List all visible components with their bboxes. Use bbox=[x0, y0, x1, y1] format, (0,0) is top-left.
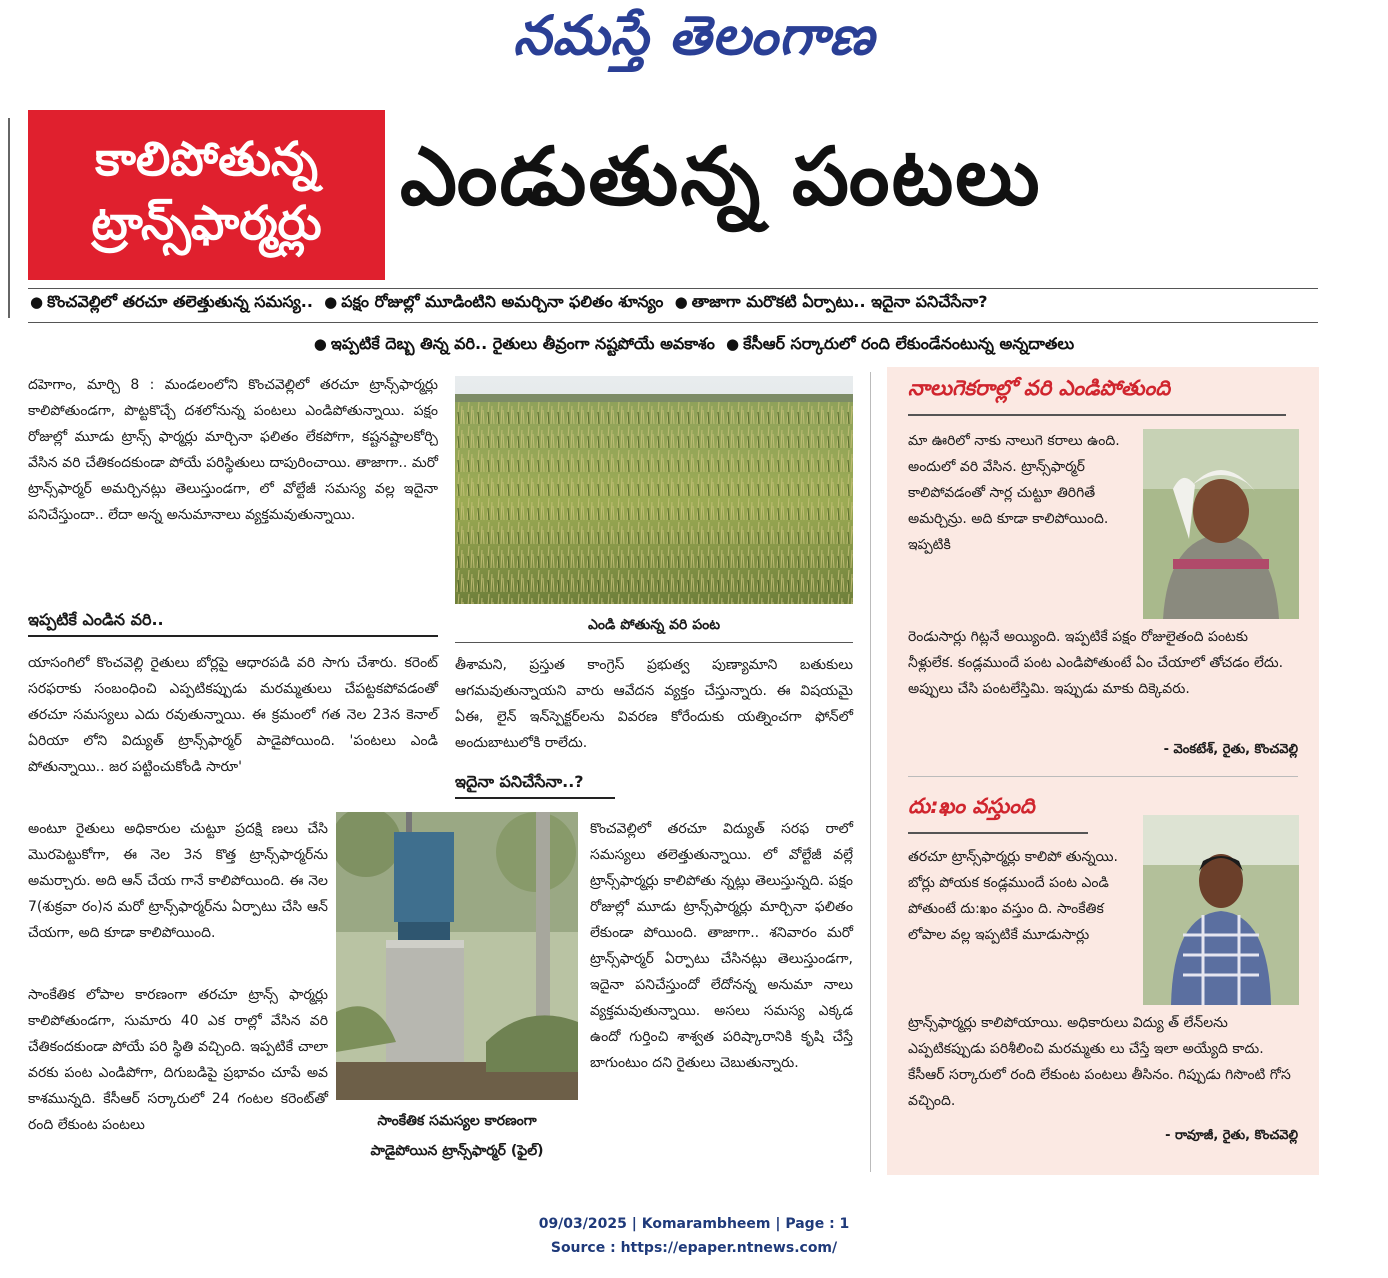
section-rule bbox=[455, 797, 615, 799]
quote2-paragraph-b: ట్రాన్స్‌ఫార్మర్లు కాలిపోయాయి. అధికారులు విద్యు త్ లేన్‌లను ఎప్పటికప్పుడు పరిశీలించి మరమ్మతు లు చేస్తే ఇలా అయ్యేది కాదు. కేసీఆర్ సర్కారులో రంది లేకుంట పంటలు తీసినం. గిప్పుడు గిసొంటి గోస వచ్చింది. bbox=[908, 1015, 1291, 1109]
quote2-signature: - రావూజీ, రైతు, కొంచవెల్లి bbox=[1165, 1128, 1298, 1143]
section1-paragraph-b: అంటూ రైతులు అధికారుల చుట్టూ ప్రదక్షి ణలు చేసి మొరపెట్టుకోగా, ఈ నెల 3న కొత్త ట్రాన్స్‌ఫార్మర్‌ను అమర్చారు. అది ఆన్ చేయ గానే కాలిపోయింది. ఈ నెల 7(శుక్రవా రం)న మరో ట్రాన్స్‌ఫార్మర్‌ను ఏర్పాటు చేసి ఆన్ చేయగా, అది కూడా కాలిపోయింది. bbox=[28, 821, 328, 941]
transformer-caption-line-2: పాడైపోయిన ట్రాన్స్‌ఫార్మర్ (ఫైల్) bbox=[370, 1143, 544, 1159]
section-heading-will-it-work: ఇదైనా పనిచేసేనా..? bbox=[455, 772, 584, 791]
bullet-icon: ● bbox=[726, 335, 740, 353]
subhead-mid-rule bbox=[28, 322, 1318, 323]
section1-paragraph-c: సాంకేతిక లోపాల కారణంగా తరచూ ట్రాన్స్ ఫార్మర్లు కాలిపోతుండగా, సుమారు 40 ఎక రాల్లో వేసిన వరి చేతికందకుండా పోయే పరి స్థితి వచ్చింది. ఇప్పటికే చాలా వరకు పంట ఎండిపోగా, దిగుబడిపై ప్రభావం చూపే అవ కాశమున్నది. కేసీఆర్ సర్కారులో 24 గంటల కరెంట్‌తో రంది లేకుంట పంటలు bbox=[28, 987, 328, 1133]
quote1-signature: - వెంకటేశ్, రైతు, కొంచవెల్లి bbox=[1163, 742, 1298, 757]
main-headline: ఎండుతున్న పంటలు bbox=[400, 130, 1042, 223]
farmer-venkatesh-photo bbox=[1143, 429, 1299, 619]
footer-edition-info: 09/03/2025 | Komarambheem | Page : 1 bbox=[538, 1216, 850, 1232]
transformer-photo bbox=[336, 812, 578, 1100]
bullet-icon: ● bbox=[324, 293, 338, 311]
subhead-top-rule bbox=[28, 288, 1318, 289]
quote1-paragraph-b: రెండుసార్లు గిట్లనే అయ్యింది. ఇప్పటికే పక్షం రోజులైతంది పంటకు నీళ్లులేక. కండ్లముందే పంట ఎండిపోతుంటే ఏం చేయాలో తోచడం లేదు. అప్పులు చేసి పంటలేస్తిమి. ఇప్పుడు మాకు దిక్కెవరు. bbox=[908, 629, 1284, 697]
quote1-paragraph-a: మా ఊరిలో నాకు నాలుగె కరాలు ఉంది. అందులో వరి వేసిన. ట్రాన్స్‌ఫార్మర్ కాలిపోవడంతో సార్ల చుట్టూ తిరిగితే అమర్చిన్రు. అది కూడా కాలిపోయింది. ఇప్పటికి bbox=[908, 433, 1120, 553]
intro-paragraph: దహెగాం, మార్చి 8 : మండలంలోని కొంచవెల్లిలో తరచూ ట్రాన్స్‌ఫార్మర్లు కాలిపోతుండగా, పొట్టకొచ్చే దశలోనున్న పంటలు ఎండిపోతున్నాయి. పక్షం రోజుల్లో మూడు ట్రాన్స్ ఫార్మర్లు మార్చినా ఫలితం లేకపోగా, కష్టనష్టాలకోర్చి వేసిన వరి చేతికందకుండా పోయే పరిస్థితులు దాపురించాయి. తాజాగా.. మరో ట్రాన్స్‌ఫార్మర్ అమర్చినట్లు తెలుస్తుండగా, లో వోల్టేజీ సమస్య వల్ల ఇదైనా పనిచేస్తుందా.. లేదా అన్న అనుమానాలు వ్యక్తమవుతున్నాయి. bbox=[28, 377, 438, 523]
bullet-icon: ● bbox=[674, 293, 688, 311]
quote2-heading: దు:ఖం వస్తుంది bbox=[908, 794, 1035, 818]
section1-paragraph-a: యాసంగిలో కొంచవెల్లి రైతులు బోర్లపై ఆధారపడి వరి సాగు చేశారు. కరెంట్ సరఫరాకు సంబంధించి ఎప్పటికప్పుడు మరమ్మతులు చేపట్టకపోవడంతో తరచూ సమస్యలు ఎదు రవుతున్నాయి. ఈ క్రమంలో గత నెల 23న కెనాల్ ఏరియా లోని విద్యుత్ ట్రాన్స్‌ఫార్మర్ పాడైపోయింది. 'పంటలు ఎండి పోతున్నాయి.. జర పట్టించుకోండి సారూ' bbox=[28, 655, 438, 775]
subhead-row-2 bbox=[0, 334, 1388, 357]
paddy-field-photo bbox=[455, 376, 853, 604]
sidebar-rule bbox=[908, 414, 1286, 416]
subhead-row-1 bbox=[30, 292, 1330, 315]
quote2-paragraph-a: తరచూ ట్రాన్స్‌ఫార్మర్లు కాలిపో తున్నయి. బోర్లు పోయక కండ్లముందే పంట ఎండి పోతుంటే దు:ఖం వస్తుం ది. సాంకేతిక లోపాల వల్ల ఇప్పటికే మూడుసార్లు bbox=[908, 849, 1118, 943]
sidebar-rule bbox=[908, 832, 1088, 834]
subhead-item: ఇప్పటికే దెబ్బ తిన్న వరి.. రైతులు తీవ్రంగా నష్టపోయే అవకాశం bbox=[330, 334, 715, 353]
masthead-logo: నమస్తే తెలంగాణ bbox=[513, 4, 875, 67]
bullet-icon: ● bbox=[313, 335, 327, 353]
subhead-item: పక్షం రోజుల్లో మూడింటిని అమర్చినా ఫలితం శూన్యం bbox=[341, 292, 664, 311]
headline-left-rule bbox=[8, 118, 10, 318]
quote1-heading: నాలుగెకరాల్లో వరి ఎండిపోతుంది bbox=[908, 376, 1171, 400]
farmer-raoji-photo bbox=[1143, 815, 1299, 1005]
article-intro bbox=[28, 372, 438, 528]
caption-rule bbox=[455, 642, 853, 643]
transformer-caption-line-1: సాంకేతిక సమస్యల కారణంగా bbox=[377, 1113, 537, 1129]
section-heading-dried-paddy: ఇప్పటికే ఎండిన వరి.. bbox=[28, 610, 164, 629]
bullet-icon: ● bbox=[30, 293, 44, 311]
mid-column-paragraph: తీశామని, ప్రస్తుత కాంగ్రెస్ ప్రభుత్వ పుణ్యామాని బతుకులు ఆగమవుతున్నాయని వారు ఆవేదన వ్యక్తం చేస్తున్నారు. ఈ విషయమై ఏఈ, లైన్ ఇన్‌స్పెక్టర్‌లను వివరణ కోరేందుకు యత్నించగా ఫోన్‌లో అందుబాటులోకి రాలేదు. bbox=[455, 657, 853, 751]
footer-source-link[interactable]: Source : https://epaper.ntnews.com/ bbox=[550, 1240, 838, 1256]
transformer-caption bbox=[336, 1106, 578, 1166]
headline-kicker-box bbox=[28, 110, 385, 280]
field-photo-caption: ఎండి పోతున్న వరి పంట bbox=[587, 617, 721, 633]
sidebar-separator bbox=[908, 776, 1298, 777]
section2-paragraph: కొంచవెల్లిలో తరచూ విద్యుత్ సరఫ రాలో సమస్యలు తలెత్తుతున్నాయి. లో వోల్టేజీ వల్లే ట్రాన్స్‌ఫార్మర్లు కాలిపోతు న్నట్లు తెలుస్తున్నది. పక్షం రోజుల్లో మూడు ట్రాన్స్‌ఫార్మర్లు మార్చినా ఫలితం లేకుండా పోయింది. తాజాగా.. శనివారం మరో ట్రాన్స్‌ఫార్మర్ ఏర్పాటు చేసినట్లు తెలుస్తుండగా, ఇదైనా పనిచేస్తుందో లేదోనన్న అనుమా నాలు వ్యక్తమవుతున్నాయి. అసలు సమస్య ఎక్కడ ఉందో గుర్తించి శాశ్వత పరిష్కారానికి కృషి చేస్తే బాగుంటుం దని రైతులు చెబుతున్నారు. bbox=[590, 821, 853, 1071]
section-rule bbox=[28, 635, 438, 637]
subhead-item: తాజాగా మరొకటి ఏర్పాటు.. ఇదైనా పనిచేసేనా? bbox=[691, 292, 988, 311]
column-divider bbox=[870, 372, 871, 1172]
subhead-item: కేసీఆర్ సర్కారులో రంది లేకుండేనంటున్న అన్నదాతలు bbox=[743, 334, 1075, 353]
kicker-line-2: ట్రాన్స్‌ఫార్మర్లు bbox=[91, 196, 322, 251]
subhead-item: కొంచవెల్లిలో తరచూ తలెత్తుతున్న సమస్య.. bbox=[47, 292, 313, 311]
kicker-line-1: కాలిపోతున్న bbox=[95, 132, 318, 187]
